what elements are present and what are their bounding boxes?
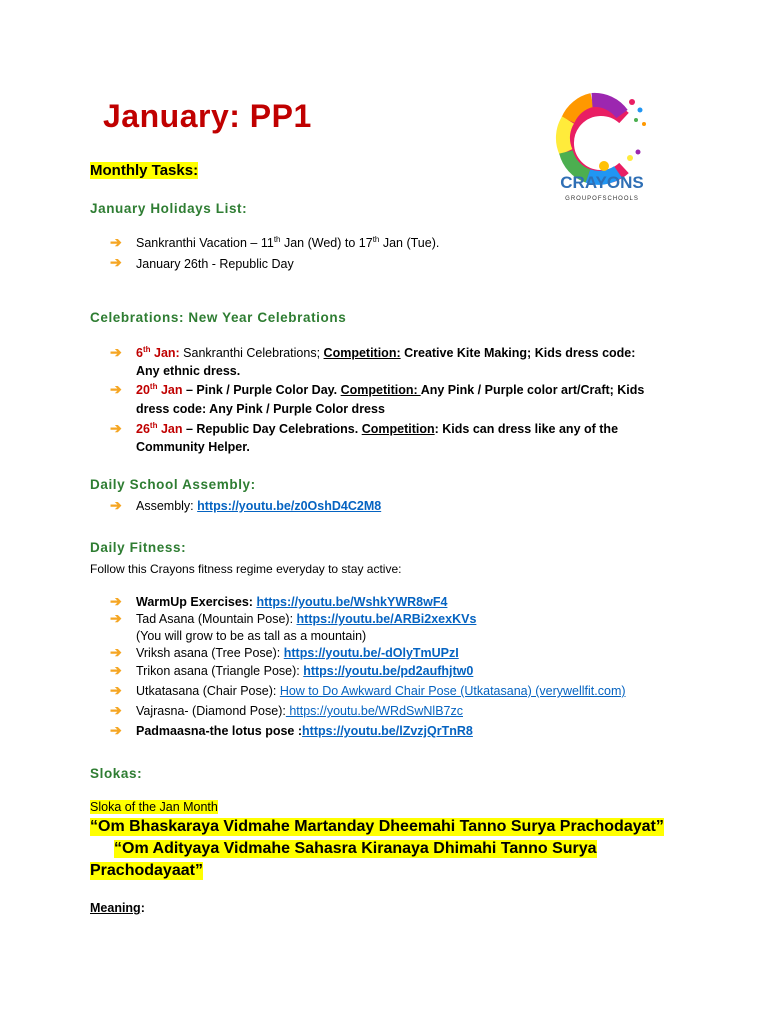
celebration-item: 26th Jan – Republic Day Celebrations. Competition: Kids can dress like any of the <box>136 420 619 436</box>
fitness-link[interactable]: https://youtu.be/WRdSwNlB7zc <box>285 704 463 718</box>
logo-c-mark <box>563 99 646 178</box>
arrow-icon: ➔ <box>110 593 122 609</box>
celebration-item-cont: Any ethnic dress. <box>136 364 241 378</box>
fitness-item: Vriksh asana (Tree Pose): https://youtu.be/-dOlyTmUPzI <box>136 646 459 660</box>
sloka-line: “Om Adityaya Vidmahe Sahasra Kiranaya Dhimahi Tanno Surya <box>114 840 597 857</box>
arrow-icon: ➔ <box>110 420 122 436</box>
arrow-icon: ➔ <box>110 381 122 397</box>
arrow-icon: ➔ <box>110 722 122 738</box>
fitness-link[interactable]: https://youtu.be/pd2aufhjtw0 <box>303 664 474 678</box>
page-title: January: PP1 <box>103 98 312 134</box>
arrow-icon: ➔ <box>110 644 122 660</box>
arrow-icon: ➔ <box>110 344 122 360</box>
fitness-item: Utkatasana (Chair Pose): How to Do Awkward Chair Pose (Utkatasana) (verywellfit.com) <box>136 684 626 698</box>
arrow-icon: ➔ <box>110 497 122 513</box>
monthly-tasks-heading: Monthly Tasks: <box>90 162 199 179</box>
fitness-link[interactable]: How to Do Awkward Chair Pose (Utkatasana) (verywellfit.com) <box>279 684 626 698</box>
fitness-link[interactable]: https://youtu.be/lZvzjQrTnR8 <box>302 724 473 738</box>
fitness-link[interactable]: https://youtu.be/ARBi2xexKVs <box>296 612 477 626</box>
celebration-item-cont: dress code: Any Pink / Purple Color dress <box>136 402 385 416</box>
celebration-item: 6th Jan: Sankranthi Celebrations; Competition: Creative Kite Making; Kids dress code: <box>136 344 636 360</box>
arrow-icon: ➔ <box>110 254 122 270</box>
fitness-note: (You will grow to be as tall as a mountain) <box>136 629 367 643</box>
assembly-item: Assembly: https://youtu.be/z0OshD4C2M8 <box>136 499 382 513</box>
fitness-item: Trikon asana (Triangle Pose): https://youtu.be/pd2aufhjtw0 <box>136 664 474 678</box>
slokas-heading: Slokas: <box>90 766 143 781</box>
crayons-logo <box>532 80 672 220</box>
sloka-subheading: Sloka of the Jan Month <box>90 800 218 814</box>
arrow-icon: ➔ <box>110 702 122 718</box>
logo-brand: CRAYONS <box>560 173 644 192</box>
arrow-icon: ➔ <box>110 682 122 698</box>
fitness-item: Vajrasna- (Diamond Pose): https://youtu.be/WRdSwNlB7zc <box>136 704 463 718</box>
arrow-icon: ➔ <box>110 662 122 678</box>
fitness-link[interactable]: https://youtu.be/WshkYWR8wF4 <box>256 595 448 609</box>
sloka-line: Prachodayaat” <box>90 862 203 879</box>
fitness-item: Padmaasna-the lotus pose :https://youtu.be/lZvzjQrTnR8 <box>136 724 473 738</box>
celebrations-heading: Celebrations: New Year Celebrations <box>90 310 347 325</box>
fitness-heading: Daily Fitness: <box>90 540 187 555</box>
fitness-link[interactable]: https://youtu.be/-dOlyTmUPzI <box>283 646 459 660</box>
arrow-icon: ➔ <box>110 610 122 626</box>
assembly-link[interactable]: https://youtu.be/z0OshD4C2M8 <box>197 499 382 513</box>
meaning-label: Meaning: <box>90 901 145 915</box>
holiday-item: January 26th - Republic Day <box>136 257 294 271</box>
sloka-line: “Om Bhaskaraya Vidmahe Martanday Dheemahi Tanno Surya Prachodayat” <box>90 818 664 835</box>
assembly-heading: Daily School Assembly: <box>90 477 256 492</box>
fitness-item: Tad Asana (Mountain Pose): https://youtu.be/ARBi2xexKVs <box>136 612 477 626</box>
logo-tagline: GROUPOFSCHOOLS <box>565 196 639 202</box>
celebration-item: 20th Jan – Pink / Purple Color Day. Competition: Any Pink / Purple color art/Craft; Kids <box>136 381 645 397</box>
holidays-heading: January Holidays List: <box>90 201 248 216</box>
fitness-intro: Follow this Crayons fitness regime everyday to stay active: <box>90 562 402 576</box>
fitness-item: WarmUp Exercises: https://youtu.be/WshkYWR8wF4 <box>136 595 448 609</box>
holiday-item: Sankranthi Vacation – 11th Jan (Wed) to 17th Jan (Tue). <box>136 234 440 250</box>
celebration-item-cont: Community Helper. <box>136 440 250 454</box>
arrow-icon: ➔ <box>110 234 122 250</box>
